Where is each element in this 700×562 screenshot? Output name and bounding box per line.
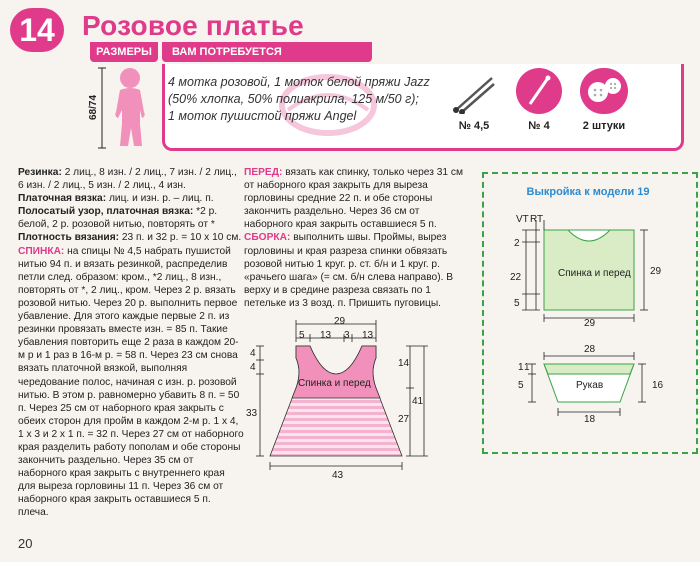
dress-right-dim-2: 41 — [412, 396, 424, 407]
dress-top-part-3: 3 — [344, 330, 350, 341]
dress-top-part-1: 5 — [299, 330, 305, 341]
materials-line-2: (50% хлопка, 50% полиакрила, 125 м/50 г); — [168, 92, 419, 106]
pattern-sleeve-bottom: 18 — [584, 414, 596, 425]
dress-top-part-4: 13 — [362, 330, 374, 341]
dress-right-dim-1: 14 — [398, 358, 410, 369]
dress-left-dim-3: 33 — [246, 408, 258, 419]
sizes-tab: РАЗМЕРЫ — [90, 42, 158, 62]
pattern-title: Выкройка к модели 19 — [526, 186, 650, 198]
pattern-body-left-2: 22 — [510, 272, 522, 283]
dress-label: Спинка и перед — [298, 378, 371, 389]
dress-top-width: 29 — [334, 316, 346, 327]
back-paragraph: СПИНКА: на спицы № 4,5 набрать пушистой нитью 94 п. и вязать резинкой, распределив петли след. образом: кром., *2 лиц., 8 изн., повторять от *, 2 лиц., кром. Через 2 р. вязать розовой нитью. Через 20 р. выполнить первое убавление. Для этого каждые первые 2 п. из резинки провязать вместе изн. = 85 п. Такие убавления повторить еще 2 раза в каждом 20-м р и 1 раз в 16-м р. = 58 п. Через 23 см снова вязать платочной вязкой, выполняя чередование полос, начиная с изн. р. розовой нитью. В этом р. равномерно убавить 8 п. = 50 п. Через 25 см от наборного края закрыть с обеих сторон для пройм в каждом 2-м р. 1 x 4, 1 x 3 и 2 x 1 п. = 32 п. Через 27 см от наборного края разделить работу пополам и обе стороны закончить раздельно. Через 35 см от наборного края закрыть с внутреннего края для выреза горловины 11 п. Через 36 см от наборного края закрыть оставшиеся 5 п. плеча. — [18, 245, 244, 519]
materials-line-1: 4 мотка розовой, 1 моток белой пряжи Jazz — [168, 75, 430, 89]
pattern-body-left-3: 5 — [514, 298, 520, 309]
baby-silhouette-icon — [96, 64, 156, 154]
stripe-paragraph: Полосатый узор, платочная вязка: *2 р. белой, 2 р. розовой нитью, повторять от * — [18, 206, 218, 231]
instructions-column-1 — [18, 166, 244, 520]
front-paragraph: ПЕРЕД: вязать как спинку, только через 31 см от наборного края закрыть для выреза горловины средние 22 п. и обе стороны закончить раздельно. Через 36 см от наборного края закрыть оставшиеся 5 п. — [244, 167, 463, 231]
crochet-hook-icon — [516, 68, 562, 114]
rib-paragraph: Резинка: 2 лиц., 8 изн. / 2 лиц., 7 изн. / 2 лиц., 6 изн. / 2 лиц., 5 изн. / 2 лиц., 4 изн. — [18, 167, 237, 192]
gauge-paragraph: Плотность вязания: 23 п. и 32 р. = 10 x 10 см. — [18, 232, 242, 244]
page-title: Розовое платье — [82, 10, 304, 41]
materials-line-3: 1 моток пушистой пряжи Angel — [168, 109, 357, 123]
materials-tab: ВАМ ПОТРЕБУЕТСЯ — [162, 42, 372, 62]
model-number-badge: 14 — [10, 8, 64, 52]
dress-left-dim-1: 4 — [250, 348, 256, 359]
page-number: 20 — [18, 536, 33, 551]
pattern-sleeve-left-2: 1 — [524, 362, 530, 373]
instructions-column-2 — [244, 166, 470, 310]
height-size-label: 68/74 — [88, 94, 99, 120]
garter-paragraph: Платочная вязка: лиц. и изн. р. – лиц. п. — [18, 193, 214, 205]
pattern-sleeve-left-1: 1 — [518, 362, 524, 373]
materials-list — [168, 74, 458, 125]
pattern-sleeve-right: 16 — [652, 380, 664, 391]
dress-bottom-width: 43 — [332, 470, 344, 481]
pattern-sleeve-label: Рукав — [576, 380, 604, 391]
needles-size-label: № 4,5 — [458, 120, 490, 132]
knitting-needles-icon — [452, 74, 496, 114]
hook-size-label: № 4 — [528, 120, 550, 132]
assembly-paragraph: СБОРКА: выполнить швы. Проймы, вырез горловины и края разреза спинки обвязать розовой нитью 1 круг. р. ст. б/н и 1 круг. р. «рачьего шага» (= см. б/н слева направо). В верху и в средине разреза связать по 1 петельке из 3 возд. п. Пришить пуговицы. — [244, 232, 454, 309]
buttons-icon — [580, 68, 628, 114]
dress-right-dim-3: 27 — [398, 414, 410, 425]
pattern-sleeve-left-3: 5 — [518, 380, 524, 391]
pattern-body-label: Спинка и перед — [558, 268, 631, 279]
pattern-sleeve-top: 28 — [584, 344, 596, 355]
buttons-count-label: 2 штуки — [582, 120, 626, 132]
dress-diagram — [252, 316, 432, 480]
pattern-body-left-1: 2 — [514, 238, 520, 249]
dress-top-part-2: 13 — [320, 330, 332, 341]
dress-left-dim-2: 4 — [250, 362, 256, 373]
pattern-vt-label: VT — [516, 214, 529, 225]
pattern-body-right: 29 — [650, 266, 662, 277]
pattern-rt-label: RT — [530, 214, 544, 225]
pattern-body-width: 29 — [584, 318, 596, 329]
